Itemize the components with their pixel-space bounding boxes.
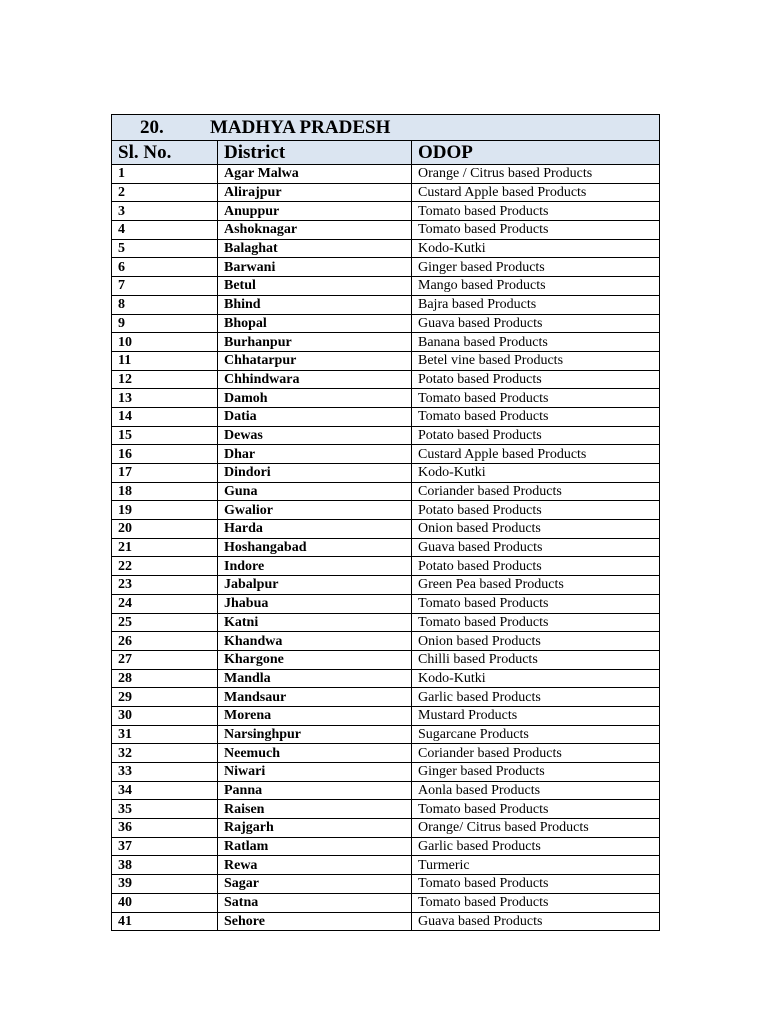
serial-number-cell: 5 — [112, 239, 218, 258]
odop-cell: Banana based Products — [412, 333, 660, 352]
serial-number-cell: 31 — [112, 725, 218, 744]
table-row — [112, 426, 660, 445]
serial-number-cell: 2 — [112, 183, 218, 202]
odop-cell: Ginger based Products — [412, 763, 660, 782]
district-cell: Agar Malwa — [218, 165, 412, 184]
table-row — [112, 576, 660, 595]
table-row — [112, 893, 660, 912]
serial-number-cell: 10 — [112, 333, 218, 352]
odop-cell: Custard Apple based Products — [412, 183, 660, 202]
table-row — [112, 464, 660, 483]
serial-number-cell: 11 — [112, 351, 218, 370]
odop-cell: Kodo-Kutki — [412, 239, 660, 258]
table-row — [112, 557, 660, 576]
column-header-district: District — [218, 141, 412, 165]
odop-cell: Tomato based Products — [412, 202, 660, 221]
odop-cell: Potato based Products — [412, 426, 660, 445]
odop-cell: Guava based Products — [412, 912, 660, 931]
odop-cell: Orange / Citrus based Products — [412, 165, 660, 184]
odop-cell: Betel vine based Products — [412, 351, 660, 370]
district-cell: Khargone — [218, 650, 412, 669]
serial-number-cell: 16 — [112, 445, 218, 464]
district-cell: Sehore — [218, 912, 412, 931]
serial-number-cell: 35 — [112, 800, 218, 819]
odop-cell: Potato based Products — [412, 501, 660, 520]
table-row — [112, 183, 660, 202]
serial-number-cell: 32 — [112, 744, 218, 763]
odop-cell: Kodo-Kutki — [412, 464, 660, 483]
odop-cell: Aonla based Products — [412, 781, 660, 800]
table-row — [112, 669, 660, 688]
serial-number-cell: 13 — [112, 389, 218, 408]
odop-cell: Green Pea based Products — [412, 576, 660, 595]
district-cell: Morena — [218, 706, 412, 725]
serial-number-cell: 14 — [112, 407, 218, 426]
serial-number-cell: 15 — [112, 426, 218, 445]
serial-number-cell: 26 — [112, 632, 218, 651]
serial-number-cell: 22 — [112, 557, 218, 576]
section-title-row — [112, 115, 660, 141]
odop-cell: Custard Apple based Products — [412, 445, 660, 464]
odop-cell: Turmeric — [412, 856, 660, 875]
table-row — [112, 688, 660, 707]
district-cell: Raisen — [218, 800, 412, 819]
table-row — [112, 725, 660, 744]
serial-number-cell: 20 — [112, 520, 218, 539]
district-cell: Bhopal — [218, 314, 412, 333]
odop-cell: Tomato based Products — [412, 407, 660, 426]
odop-cell: Tomato based Products — [412, 613, 660, 632]
odop-cell: Ginger based Products — [412, 258, 660, 277]
serial-number-cell: 38 — [112, 856, 218, 875]
serial-number-cell: 29 — [112, 688, 218, 707]
table-row — [112, 277, 660, 296]
district-cell: Panna — [218, 781, 412, 800]
odop-cell: Onion based Products — [412, 520, 660, 539]
district-cell: Mandsaur — [218, 688, 412, 707]
table-row — [112, 520, 660, 539]
state-name: MADHYA PRADESH — [210, 117, 391, 138]
odop-cell: Tomato based Products — [412, 875, 660, 894]
district-cell: Burhanpur — [218, 333, 412, 352]
odop-table-body — [112, 115, 660, 931]
district-cell: Chhindwara — [218, 370, 412, 389]
odop-cell: Tomato based Products — [412, 221, 660, 240]
district-cell: Indore — [218, 557, 412, 576]
district-cell: Balaghat — [218, 239, 412, 258]
table-row — [112, 538, 660, 557]
odop-cell: Bajra based Products — [412, 295, 660, 314]
serial-number-cell: 7 — [112, 277, 218, 296]
district-cell: Dewas — [218, 426, 412, 445]
serial-number-cell: 30 — [112, 706, 218, 725]
serial-number-cell: 34 — [112, 781, 218, 800]
district-cell: Ratlam — [218, 837, 412, 856]
district-cell: Alirajpur — [218, 183, 412, 202]
district-cell: Khandwa — [218, 632, 412, 651]
column-header-sl-no: Sl. No. — [112, 141, 218, 165]
district-cell: Narsinghpur — [218, 725, 412, 744]
table-row — [112, 912, 660, 931]
table-row — [112, 875, 660, 894]
district-cell: Guna — [218, 482, 412, 501]
table-row — [112, 837, 660, 856]
district-cell: Datia — [218, 407, 412, 426]
odop-cell: Tomato based Products — [412, 800, 660, 819]
district-cell: Neemuch — [218, 744, 412, 763]
serial-number-cell: 36 — [112, 819, 218, 838]
odop-cell: Chilli based Products — [412, 650, 660, 669]
table-row — [112, 613, 660, 632]
district-cell: Jhabua — [218, 594, 412, 613]
table-row — [112, 295, 660, 314]
serial-number-cell: 23 — [112, 576, 218, 595]
serial-number-cell: 37 — [112, 837, 218, 856]
district-cell: Hoshangabad — [218, 538, 412, 557]
district-cell: Bhind — [218, 295, 412, 314]
district-cell: Damoh — [218, 389, 412, 408]
table-row — [112, 744, 660, 763]
table-row — [112, 389, 660, 408]
serial-number-cell: 33 — [112, 763, 218, 782]
district-cell: Mandla — [218, 669, 412, 688]
odop-cell: Guava based Products — [412, 538, 660, 557]
odop-cell: Onion based Products — [412, 632, 660, 651]
serial-number-cell: 41 — [112, 912, 218, 931]
serial-number-cell: 3 — [112, 202, 218, 221]
odop-cell: Mustard Products — [412, 706, 660, 725]
column-header-odop: ODOP — [412, 141, 660, 165]
table-row — [112, 650, 660, 669]
section-title — [112, 115, 660, 141]
serial-number-cell: 19 — [112, 501, 218, 520]
odop-cell: Guava based Products — [412, 314, 660, 333]
table-row — [112, 258, 660, 277]
table-row — [112, 221, 660, 240]
table-row — [112, 482, 660, 501]
serial-number-cell: 17 — [112, 464, 218, 483]
district-cell: Katni — [218, 613, 412, 632]
table-row — [112, 445, 660, 464]
serial-number-cell: 1 — [112, 165, 218, 184]
table-row — [112, 202, 660, 221]
table-row — [112, 632, 660, 651]
district-cell: Dhar — [218, 445, 412, 464]
table-row — [112, 165, 660, 184]
serial-number-cell: 18 — [112, 482, 218, 501]
odop-cell: Tomato based Products — [412, 893, 660, 912]
district-cell: Jabalpur — [218, 576, 412, 595]
odop-cell: Coriander based Products — [412, 482, 660, 501]
serial-number-cell: 27 — [112, 650, 218, 669]
odop-cell: Garlic based Products — [412, 688, 660, 707]
section-number: 20. — [140, 117, 164, 138]
serial-number-cell: 6 — [112, 258, 218, 277]
district-cell: Anuppur — [218, 202, 412, 221]
odop-cell: Mango based Products — [412, 277, 660, 296]
odop-cell: Garlic based Products — [412, 837, 660, 856]
district-cell: Rewa — [218, 856, 412, 875]
district-cell: Ashoknagar — [218, 221, 412, 240]
odop-cell: Kodo-Kutki — [412, 669, 660, 688]
table-row — [112, 314, 660, 333]
odop-table — [111, 114, 660, 931]
serial-number-cell: 8 — [112, 295, 218, 314]
table-row — [112, 351, 660, 370]
serial-number-cell: 28 — [112, 669, 218, 688]
serial-number-cell: 25 — [112, 613, 218, 632]
table-row — [112, 706, 660, 725]
table-row — [112, 856, 660, 875]
serial-number-cell: 24 — [112, 594, 218, 613]
serial-number-cell: 9 — [112, 314, 218, 333]
table-row — [112, 763, 660, 782]
district-cell: Rajgarh — [218, 819, 412, 838]
serial-number-cell: 21 — [112, 538, 218, 557]
odop-cell: Coriander based Products — [412, 744, 660, 763]
serial-number-cell: 39 — [112, 875, 218, 894]
table-row — [112, 333, 660, 352]
table-row — [112, 370, 660, 389]
table-row — [112, 819, 660, 838]
district-cell: Harda — [218, 520, 412, 539]
odop-cell: Tomato based Products — [412, 594, 660, 613]
table-row — [112, 501, 660, 520]
odop-cell: Potato based Products — [412, 557, 660, 576]
table-row — [112, 800, 660, 819]
odop-cell: Sugarcane Products — [412, 725, 660, 744]
district-cell: Chhatarpur — [218, 351, 412, 370]
table-row — [112, 594, 660, 613]
district-cell: Gwalior — [218, 501, 412, 520]
serial-number-cell: 12 — [112, 370, 218, 389]
serial-number-cell: 40 — [112, 893, 218, 912]
district-cell: Dindori — [218, 464, 412, 483]
odop-cell: Potato based Products — [412, 370, 660, 389]
column-header-row — [112, 141, 660, 165]
district-cell: Sagar — [218, 875, 412, 894]
odop-cell: Orange/ Citrus based Products — [412, 819, 660, 838]
table-row — [112, 781, 660, 800]
district-cell: Niwari — [218, 763, 412, 782]
district-cell: Betul — [218, 277, 412, 296]
serial-number-cell: 4 — [112, 221, 218, 240]
district-cell: Satna — [218, 893, 412, 912]
table-row — [112, 407, 660, 426]
odop-cell: Tomato based Products — [412, 389, 660, 408]
district-cell: Barwani — [218, 258, 412, 277]
table-row — [112, 239, 660, 258]
